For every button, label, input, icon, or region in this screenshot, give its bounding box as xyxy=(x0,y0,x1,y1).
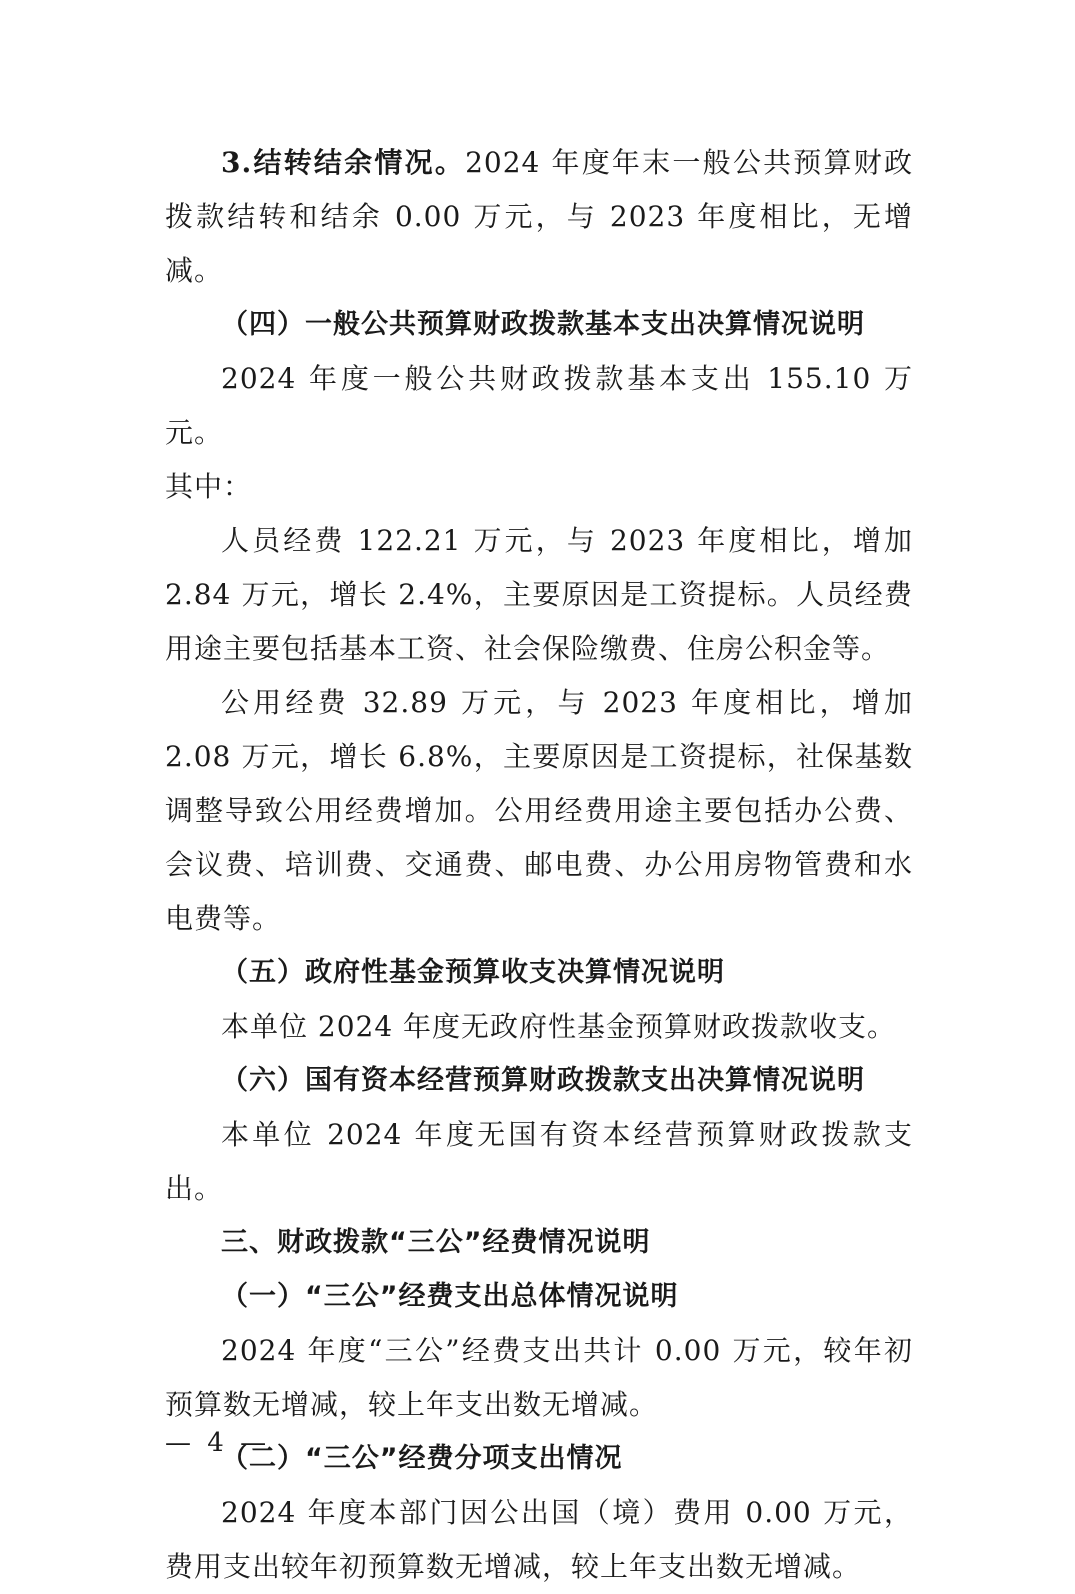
paragraph-lead: 3.结转结余情况。 xyxy=(221,146,466,179)
section-heading-government-fund: （五）政府性基金预算收支决算情况说明 xyxy=(221,957,725,988)
section-heading-three-public-itemized: （二）“三公”经费分项支出情况 xyxy=(221,1443,623,1474)
section-heading-three-public-overall: （一）“三公”经费支出总体情况说明 xyxy=(221,1281,679,1312)
paragraph-government-fund: 本单位 2024 年度无政府性基金预算财政拨款收支。 xyxy=(221,1010,897,1043)
paragraph-text: 2024 年度年末一般公共预算财政拨款结转和结余 0.00 万元，与 2023 年度相比，无增减。 xyxy=(165,146,913,287)
paragraph-carryover xyxy=(165,136,913,298)
paragraph-three-public-overall: 2024 年度“三公”经费支出共计 0.00 万元，较年初预算数无增减，较上年支出数无增减。 xyxy=(165,1334,913,1421)
paragraph-basic-expenditure: 2024 年度一般公共财政拨款基本支出 155.10 万元。 xyxy=(165,362,913,449)
paragraph-among: 其中： xyxy=(165,470,253,503)
page-number: — 4 — xyxy=(165,1428,271,1458)
section-heading-three-public: 三、财政拨款“三公”经费情况说明 xyxy=(221,1227,651,1258)
paragraph-public-expense: 公用经费 32.89 万元，与 2023 年度相比，增加 2.08 万元，增长 6.8%，主要原因是工资提标，社保基数调整导致公用经费增加。公用经费用途主要包括办公费、会议费、培训费、交通费、邮电费、办公用房物管费和水电费等。 xyxy=(165,686,913,935)
document-body xyxy=(165,136,913,1594)
paragraph-state-capital: 本单位 2024 年度无国有资本经营预算财政拨款支出。 xyxy=(165,1118,913,1205)
paragraph-personnel-expense: 人员经费 122.21 万元，与 2023 年度相比，增加 2.84 万元，增长 2.4%，主要原因是工资提标。人员经费用途主要包括基本工资、社会保险缴费、住房公积金等。 xyxy=(165,524,913,665)
section-heading-basic-expenditure: （四）一般公共预算财政拨款基本支出决算情况说明 xyxy=(221,309,865,340)
section-heading-state-capital: （六）国有资本经营预算财政拨款支出决算情况说明 xyxy=(221,1065,865,1096)
paragraph-travel-abroad: 2024 年度本部门因公出国（境）费用 0.00 万元，费用支出较年初预算数无增减，较上年支出数无增减。 xyxy=(165,1496,913,1583)
